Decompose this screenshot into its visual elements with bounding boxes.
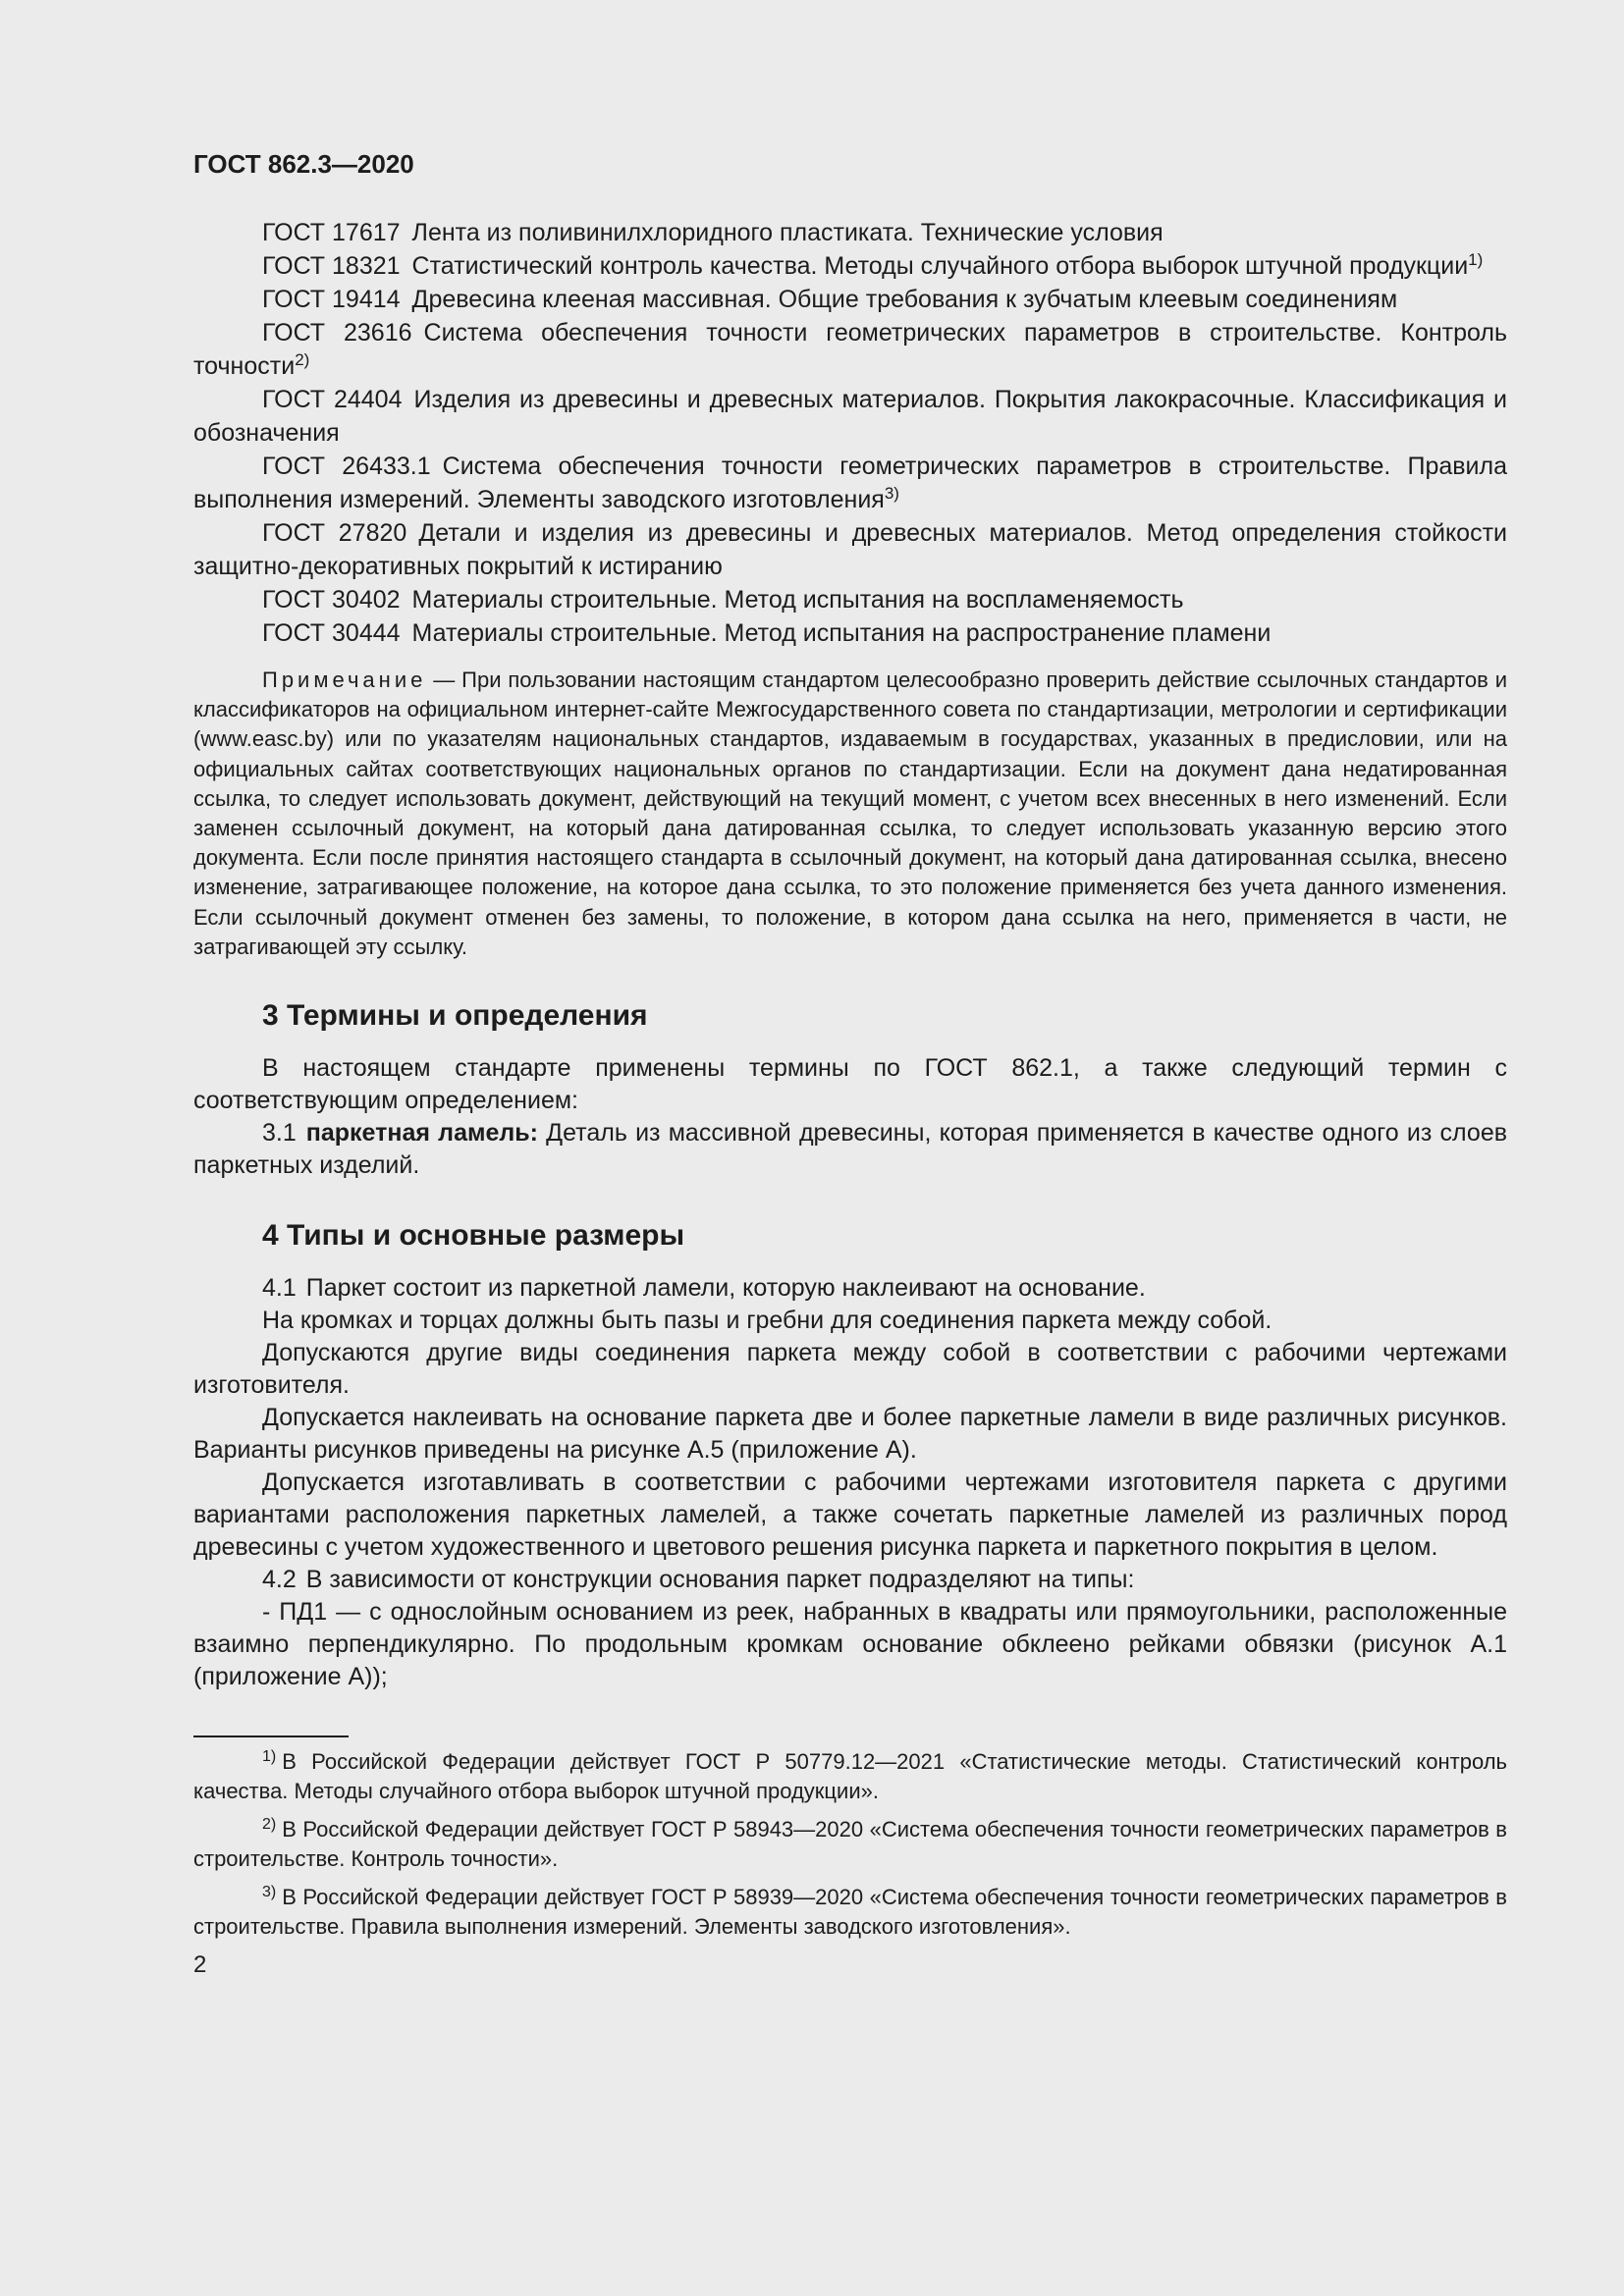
section-4-heading: 4 Типы и основные размеры	[262, 1219, 685, 1253]
footnote	[193, 1883, 1507, 1942]
footnote-mark: 2)	[262, 1816, 277, 1834]
document-page	[193, 147, 1507, 1980]
term-definition	[193, 1117, 1507, 1182]
reference-code: ГОСТ 19414	[262, 286, 401, 313]
reference-code: ГОСТ 23616	[262, 319, 412, 347]
paragraph-4-1	[193, 1272, 1507, 1305]
reference-title: Лента из поливинилхлоридного пластиката. Технические условия	[411, 219, 1164, 246]
reference-code: ГОСТ 17617	[262, 219, 401, 246]
section-4-body	[193, 1272, 1507, 1693]
reference-title: Древесина клееная массивная. Общие требования к зубчатым клеевым соединениям	[411, 286, 1398, 313]
reference-title: Материалы строительные. Метод испытания на воспламеняемость	[411, 586, 1184, 614]
reference-code: ГОСТ 30402	[262, 586, 401, 614]
paragraph: Допускается наклеивать на основание паркета две и более паркетные ламели в виде различных рисунков. Варианты рисунков приведены на рисунке А.5 (приложение А).	[193, 1404, 1507, 1465]
reference-title: Система обеспечения точности геометрических параметров в строительстве. Контроль точности	[193, 319, 1508, 380]
reference-code: ГОСТ 18321	[262, 252, 401, 280]
reference-item	[193, 283, 1507, 316]
footnote	[193, 1747, 1507, 1806]
reference-item	[193, 383, 1507, 450]
page-number: 2	[193, 1951, 207, 1979]
section-3-intro: В настоящем стандарте применены термины по ГОСТ 862.1, а также следующий термин с соответствующим определением:	[193, 1054, 1507, 1115]
reference-item	[193, 583, 1507, 616]
clause-text: Паркет состоит из паркетной ламели, которую наклеивают на основание.	[305, 1274, 1146, 1303]
footnote-text: В Российской Федерации действует ГОСТ Р 58943—2020 «Система обеспечения точности геометрических параметров в строительстве. Контроль точности».	[193, 1817, 1507, 1872]
footnote-mark: 1)	[262, 1748, 277, 1766]
paragraph-4-2	[193, 1564, 1507, 1596]
paragraph: На кромках и торцах должны быть пазы и гребни для соединения паркета между собой.	[262, 1307, 1272, 1335]
footnote-text: В Российской Федерации действует ГОСТ Р 50779.12—2021 «Статистические методы. Статистический контроль качества. Методы случайного отбора выборок штучной продукции».	[193, 1749, 1507, 1804]
term-text: Деталь из массивной древесины, которая применяется в качестве одного из слоев паркетных изделий.	[193, 1119, 1508, 1180]
paragraph: Допускается изготавливать в соответствии с рабочими чертежами изготовителя паркета с другими вариантами расположения паркетных ламелей, а также сочетать паркетные ламелей из различных пород древесины с учетом художественного и цветового решения рисунка паркета и паркетного покрытия в целом.	[193, 1468, 1507, 1562]
reference-title: Изделия из древесины и древесных материалов. Покрытия лакокрасочные. Классификация и обозначения	[193, 386, 1507, 447]
footnote-marker[interactable]: 1)	[1468, 250, 1484, 269]
reference-code: ГОСТ 26433.1	[262, 453, 431, 480]
reference-item	[193, 516, 1507, 583]
reference-title: Система обеспечения точности геометрических параметров в строительстве. Правила выполнения измерений. Элементы заводского изготовления	[193, 453, 1508, 513]
reference-item	[193, 316, 1507, 383]
clause-number: 4.2	[262, 1566, 297, 1594]
clause-number: 4.1	[262, 1274, 297, 1303]
reference-item	[193, 249, 1507, 283]
footnote-separator	[193, 1735, 349, 1737]
reference-code: ГОСТ 30444	[262, 619, 401, 647]
section-3-body	[193, 1052, 1507, 1182]
note-text: — При пользовании настоящим стандартом целесообразно проверить действие ссылочных стандартов и классификаторов на официальном интернет-сайте Межгосударственного совета по стандартизации, метрологии и сертификации (www.easc.by) или по указателям национальных стандартов, издаваемым в государствах, указанных в предисловии, или на официальных сайтах соответствующих национальных органов по стандартизации. Если на документ дана недатированная ссылка, то следует использовать документ, действующий на текущий момент, с учетом всех внесенных в него изменений. Если заменен ссылочный документ, на который дана датированная ссылка, то следует использовать указанную версию этого документа. Если после принятия настоящего стандарта в ссылочный документ, на который дана датированная ссылка, внесено изменение, затрагивающее положение, на которое дана ссылка, то это положение применяется без учета данного изменения. Если ссылочный документ отменен без замены, то положение, в котором дана ссылка на него, применяется в части, не затрагивающей эту ссылку.	[193, 667, 1507, 959]
reference-item	[193, 450, 1507, 516]
normative-references-list	[193, 216, 1507, 650]
document-header-title: ГОСТ 862.3—2020	[193, 149, 414, 179]
footnote-text: В Российской Федерации действует ГОСТ Р 58939—2020 «Система обеспечения точности геометрических параметров в строительстве. Правила выполнения измерений. Элементы заводского изготовления».	[193, 1885, 1507, 1940]
reference-code: ГОСТ 27820	[262, 519, 407, 547]
reference-title: Статистический контроль качества. Методы случайного отбора выборок штучной продукции	[411, 252, 1469, 280]
clause-text: В зависимости от конструкции основания паркет подразделяют на типы:	[305, 1566, 1135, 1594]
footnote-marker[interactable]: 3)	[884, 484, 899, 503]
term-number: 3.1	[262, 1119, 297, 1148]
list-item-pd1: - ПД1 — с однослойным основанием из реек, набранных в квадраты или прямоугольники, расположенные взаимно перпендикулярно. По продольным кромкам основание обклеено рейками обвязки (рисунок А.1 (приложение А));	[193, 1598, 1507, 1691]
footnote-mark: 3)	[262, 1884, 277, 1901]
section-3-heading: 3 Термины и определения	[262, 999, 648, 1033]
term-name: паркетная ламель:	[305, 1119, 538, 1148]
reference-title: Детали и изделия из древесины и древесных материалов. Метод определения стойкости защитно-декоративных покрытий к истиранию	[193, 519, 1507, 580]
references-note	[193, 666, 1507, 962]
reference-title: Материалы строительные. Метод испытания на распространение пламени	[411, 619, 1272, 647]
reference-code: ГОСТ 24404	[262, 386, 403, 413]
reference-item	[193, 616, 1507, 650]
note-label: Примечание	[262, 667, 427, 692]
reference-item	[193, 216, 1507, 249]
paragraph: Допускаются другие виды соединения паркета между собой в соответствии с рабочими чертежами изготовителя.	[193, 1339, 1507, 1400]
footnote-marker[interactable]: 2)	[295, 350, 310, 369]
footnote	[193, 1815, 1507, 1874]
